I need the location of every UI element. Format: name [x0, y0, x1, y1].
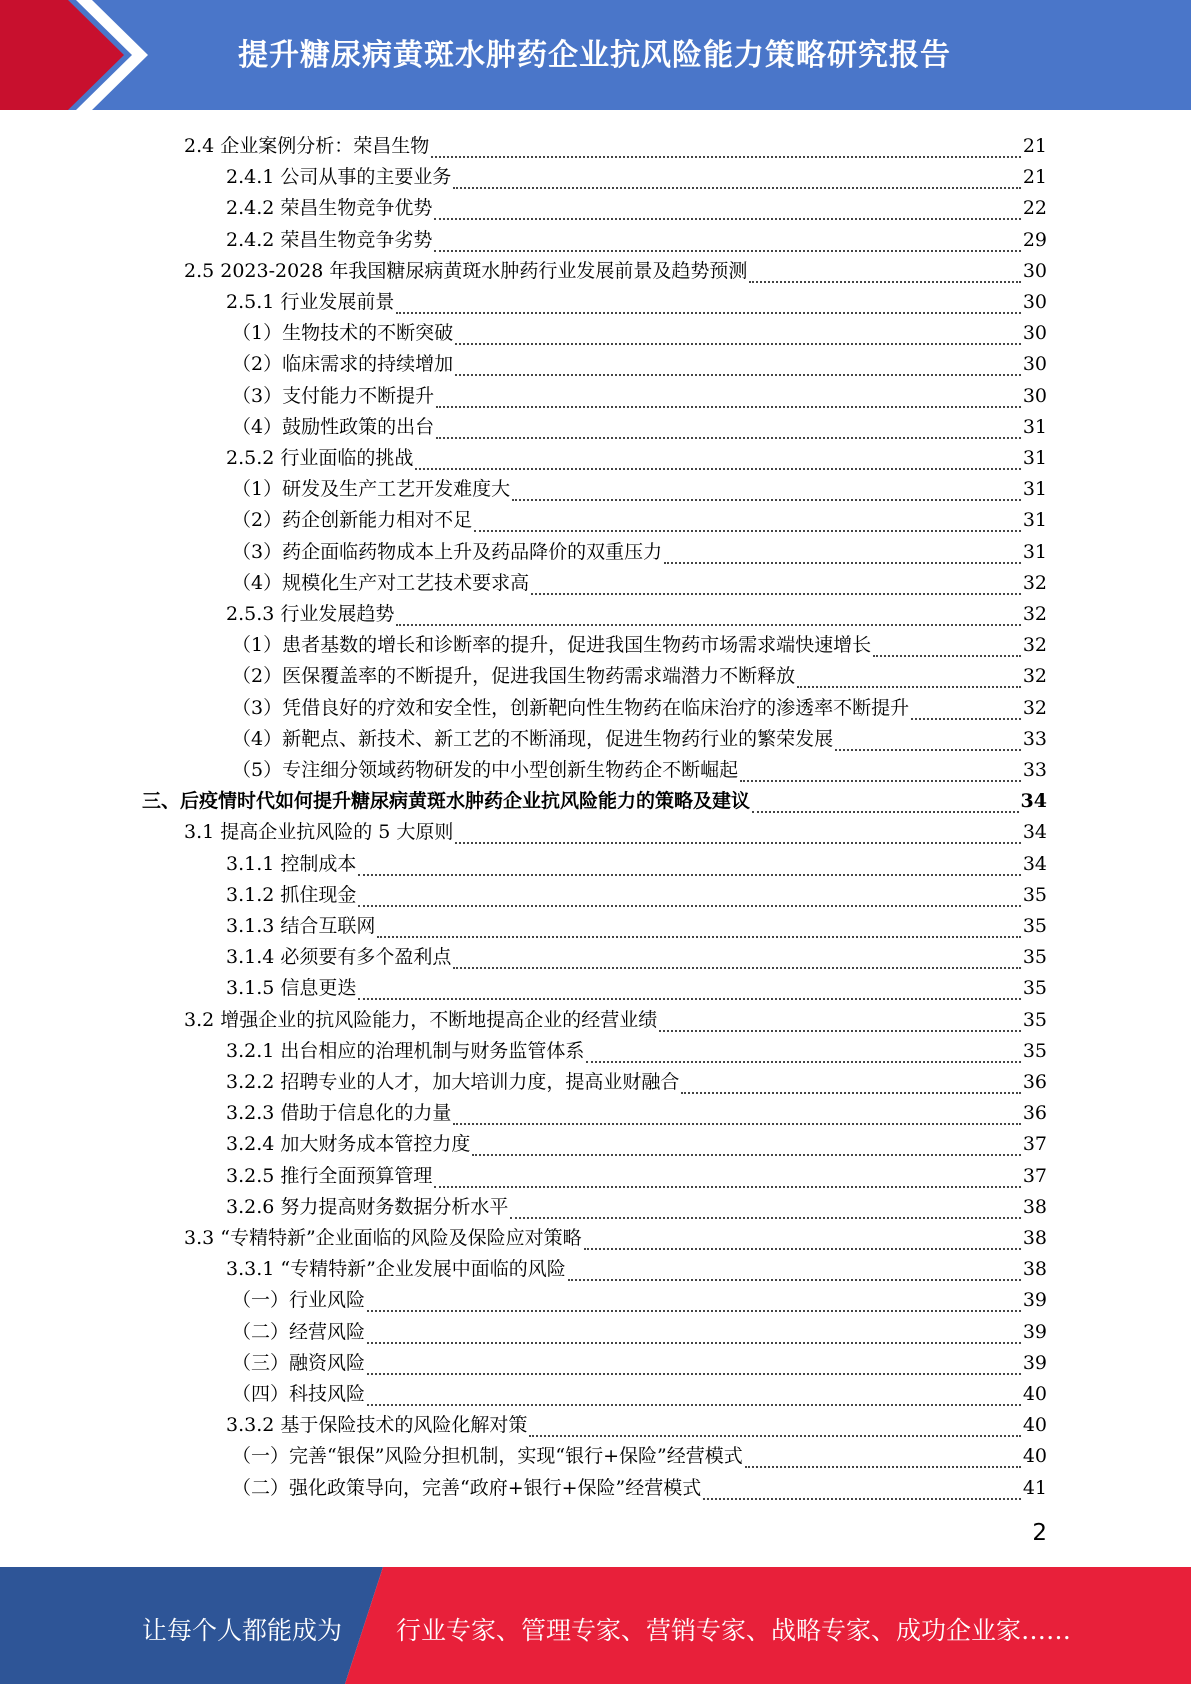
toc-entry-page: 34 [1022, 821, 1047, 843]
toc-entry[interactable] [226, 439, 1047, 470]
toc-dot-leader [436, 388, 1021, 408]
toc-entry[interactable] [226, 1157, 1047, 1188]
toc-dot-leader [455, 325, 1021, 345]
toc-dot-leader [434, 232, 1020, 252]
toc-entry-page: 40 [1022, 1445, 1047, 1467]
toc-entry-label: 3.2.2 招聘专业的人才，加大培训力度，提高业财融合 [226, 1071, 680, 1093]
toc-entry-label: 3.2.5 推行全面预算管理 [226, 1165, 433, 1187]
toc-dot-leader [664, 544, 1021, 564]
toc-entry-label: （3）凭借良好的疗效和安全性，创新靶向性生物药在临床治疗的渗透率不断提升 [232, 697, 910, 719]
toc-entry-page: 41 [1022, 1477, 1047, 1499]
toc-dot-leader [659, 1012, 1021, 1032]
toc-entry-label: （3）支付能力不断提升 [232, 385, 435, 407]
toc-entry[interactable] [184, 813, 1047, 844]
toc-entry-page: 30 [1022, 322, 1047, 344]
toc-entry-label: （2）药企创新能力相对不足 [232, 509, 473, 531]
toc-entry-page: 35 [1022, 915, 1047, 937]
toc-entry-label: 3.2.6 努力提高财务数据分析水平 [226, 1196, 509, 1218]
toc-entry-page: 31 [1022, 541, 1047, 563]
toc-entry-page: 37 [1022, 1165, 1047, 1187]
toc-entry[interactable] [232, 408, 1047, 439]
toc-dot-leader [377, 918, 1020, 938]
toc-entry[interactable] [226, 969, 1047, 1000]
toc-dot-leader [472, 1136, 1020, 1156]
toc-dot-leader [415, 450, 1020, 470]
toc-entry[interactable] [226, 221, 1047, 252]
toc-entry-page: 32 [1022, 697, 1047, 719]
toc-entry-page: 38 [1022, 1196, 1047, 1218]
toc-entry[interactable] [232, 564, 1047, 595]
toc-entry[interactable] [226, 1188, 1047, 1219]
toc-entry-label: 3.1 提高企业抗风险的 5 大原则 [184, 821, 454, 843]
toc-entry-label: 2.4.1 公司从事的主要业务 [226, 166, 452, 188]
toc-entry-page: 36 [1022, 1071, 1047, 1093]
toc-entry-label: （1）患者基数的增长和诊断率的提升，促进我国生物药市场需求端快速增长 [232, 634, 872, 656]
toc-dot-leader [529, 1417, 1020, 1437]
toc-entry-label: （4）规模化生产对工艺技术要求高 [232, 572, 530, 594]
toc-entry-page: 30 [1022, 353, 1047, 375]
toc-entry-page: 34 [1022, 853, 1047, 875]
toc-dot-leader [455, 824, 1020, 844]
toc-entry[interactable] [226, 1250, 1047, 1281]
toc-entry[interactable] [184, 252, 1047, 283]
toc-entry[interactable] [226, 876, 1047, 907]
toc-entry-page: 37 [1022, 1133, 1047, 1155]
toc-entry-label: （2）临床需求的持续增加 [232, 353, 454, 375]
toc-dot-leader [367, 1324, 1021, 1344]
toc-entry-label: 3.1.4 必须要有多个盈利点 [226, 946, 452, 968]
toc-entry-page: 30 [1022, 385, 1047, 407]
toc-entry[interactable] [232, 720, 1047, 751]
toc-entry[interactable] [232, 377, 1047, 408]
toc-dot-leader [434, 200, 1020, 220]
toc-dot-leader [752, 793, 1019, 813]
toc-dot-leader [455, 356, 1021, 376]
toc-entry[interactable] [232, 1313, 1047, 1344]
toc-entry-label: 2.4 企业案例分析：荣昌生物 [184, 135, 430, 157]
footer-slogan-left: 让每个人都能成为 [142, 1616, 343, 1645]
toc-entry[interactable] [226, 189, 1047, 220]
toc-entry-label: （二）经营风险 [232, 1321, 366, 1343]
toc-entry-page: 31 [1022, 478, 1047, 500]
footer-slogan-right: 行业专家、管理专家、营销专家、战略专家、成功企业家…… [396, 1616, 1072, 1645]
toc-dot-leader [568, 1261, 1021, 1281]
toc-entry[interactable] [226, 938, 1047, 969]
toc-entry-label: （3）药企面临药物成本上升及药品降价的双重压力 [232, 541, 663, 563]
toc-entry-page: 39 [1022, 1321, 1047, 1343]
toc-entry[interactable] [232, 657, 1047, 688]
toc-dot-leader [431, 138, 1021, 158]
toc-entry[interactable] [142, 782, 1047, 813]
toc-entry-label: 3.2.4 加大财务成本管控力度 [226, 1133, 471, 1155]
toc-dot-leader [396, 606, 1020, 626]
toc-dot-leader [835, 731, 1021, 751]
toc-entry-page: 33 [1022, 759, 1047, 781]
toc-dot-leader [681, 1074, 1020, 1094]
toc-entry-label: （1）研发及生产工艺开发难度大 [232, 478, 511, 500]
toc-entry-label: 2.4.2 荣昌生物竞争优势 [226, 197, 433, 219]
toc-dot-leader [531, 575, 1021, 595]
toc-entry-label: 3.1.3 结合互联网 [226, 915, 376, 937]
toc-entry-page: 39 [1022, 1289, 1047, 1311]
toc-entry-page: 33 [1022, 728, 1047, 750]
toc-entry-page: 31 [1022, 416, 1047, 438]
toc-entry[interactable] [232, 501, 1047, 532]
toc-entry-label: （四）科技风险 [232, 1383, 366, 1405]
toc-entry-page: 38 [1022, 1227, 1047, 1249]
toc-entry-page: 21 [1022, 166, 1047, 188]
toc-dot-leader [396, 294, 1020, 314]
toc-entry-page: 35 [1022, 977, 1047, 999]
toc-entry[interactable] [226, 158, 1047, 189]
toc-entry-page: 34 [1020, 790, 1047, 812]
toc-entry-page: 39 [1022, 1352, 1047, 1374]
toc-entry[interactable] [226, 1063, 1047, 1094]
toc-dot-leader [740, 762, 1021, 782]
toc-entry[interactable] [232, 751, 1047, 782]
toc-entry-page: 32 [1022, 572, 1047, 594]
toc-dot-leader [367, 1386, 1021, 1406]
toc-entry-page: 40 [1022, 1383, 1047, 1405]
toc-dot-leader [367, 1292, 1021, 1312]
toc-dot-leader [358, 856, 1020, 876]
toc-entry-label: 3.1.2 抓住现金 [226, 884, 357, 906]
toc-entry-label: 3.2.3 借助于信息化的力量 [226, 1102, 452, 1124]
toc-entry-page: 32 [1022, 665, 1047, 687]
toc-entry-page: 35 [1022, 946, 1047, 968]
toc-entry-page: 35 [1022, 1009, 1047, 1031]
toc-entry-page: 36 [1022, 1102, 1047, 1124]
toc-entry-label: 3.1.5 信息更迭 [226, 977, 357, 999]
toc-entry[interactable] [226, 1125, 1047, 1156]
toc-dot-leader [703, 1480, 1021, 1500]
toc-dot-leader [510, 1199, 1020, 1219]
toc-entry[interactable] [232, 470, 1047, 501]
toc-entry[interactable] [184, 1001, 1047, 1032]
toc-entry-label: 3.3 “专精特新”企业面临的风险及保险应对策略 [184, 1227, 582, 1249]
toc-entry-page: 32 [1022, 634, 1047, 656]
toc-entry-label: 3.1.1 控制成本 [226, 853, 357, 875]
toc-entry[interactable] [232, 1281, 1047, 1312]
toc-entry-page: 32 [1022, 603, 1047, 625]
toc-dot-leader [745, 1448, 1021, 1468]
toc-entry-label: （二）强化政策导向，完善“政府+银行+保险”经营模式 [232, 1477, 702, 1499]
toc-entry-label: （4）新靶点、新技术、新工艺的不断涌现，促进生物药行业的繁荣发展 [232, 728, 834, 750]
toc-entry-label: （5）专注细分领域药物研发的中小型创新生物药企不断崛起 [232, 759, 739, 781]
toc-entry-page: 31 [1022, 509, 1047, 531]
toc-dot-leader [434, 1168, 1020, 1188]
toc-entry-page: 38 [1022, 1258, 1047, 1280]
toc-entry[interactable] [232, 314, 1047, 345]
toc-entry-label: （4）鼓励性政策的出台 [232, 416, 435, 438]
report-title: 提升糖尿病黄斑水肿药企业抗风险能力策略研究报告 [238, 38, 951, 73]
toc-dot-leader [586, 1043, 1020, 1063]
toc-dot-leader [367, 1355, 1021, 1375]
toc-dot-leader [873, 637, 1021, 657]
toc-entry-label: （一）行业风险 [232, 1289, 366, 1311]
toc-entry[interactable] [226, 1094, 1047, 1125]
toc-entry-page: 40 [1022, 1414, 1047, 1436]
toc-dot-leader [453, 169, 1020, 189]
toc-dot-leader [474, 512, 1021, 532]
toc-dot-leader [453, 949, 1020, 969]
toc-entry-label: 三、后疫情时代如何提升糖尿病黄斑水肿药企业抗风险能力的策略及建议 [142, 790, 751, 812]
toc-entry-page: 35 [1022, 884, 1047, 906]
toc-entry[interactable] [232, 626, 1047, 657]
toc-entry-label: 2.4.2 荣昌生物竞争劣势 [226, 229, 433, 251]
toc-entry[interactable] [226, 1032, 1047, 1063]
toc-entry-label: 2.5.1 行业发展前景 [226, 291, 395, 313]
toc-entry-label: 2.5.2 行业面临的挑战 [226, 447, 414, 469]
toc-dot-leader [436, 419, 1021, 439]
toc-dot-leader [358, 980, 1020, 1000]
toc-dot-leader [453, 1105, 1020, 1125]
toc-entry-page: 35 [1022, 1040, 1047, 1062]
toc-entry-label: 3.2.1 出台相应的治理机制与财务监管体系 [226, 1040, 585, 1062]
toc-entry-page: 30 [1022, 291, 1047, 313]
toc-entry[interactable] [226, 1406, 1047, 1437]
toc-entry-label: （一）完善“银保”风险分担机制，实现“银行+保险”经营模式 [232, 1445, 743, 1467]
toc-entry[interactable] [232, 345, 1047, 376]
toc-entry-page: 30 [1022, 260, 1047, 282]
toc-entry[interactable] [232, 1469, 1047, 1500]
toc-entry[interactable] [184, 127, 1047, 158]
toc-entry-page: 22 [1022, 197, 1047, 219]
toc-entry-label: 3.3.2 基于保险技术的风险化解对策 [226, 1414, 528, 1436]
toc-entry[interactable] [226, 283, 1047, 314]
toc-entry-page: 29 [1022, 229, 1047, 251]
toc-entry-label: （2）医保覆盖率的不断提升，促进我国生物药需求端潜力不断释放 [232, 665, 796, 687]
toc-entry-label: （三）融资风险 [232, 1352, 366, 1374]
toc-entry[interactable] [226, 595, 1047, 626]
toc-entry-label: 3.3.1 “专精特新”企业发展中面临的风险 [226, 1258, 566, 1280]
page-header [0, 0, 1191, 110]
toc-entry[interactable] [226, 845, 1047, 876]
toc-entry-label: 2.5.3 行业发展趋势 [226, 603, 395, 625]
toc-dot-leader [512, 481, 1021, 501]
toc-dot-leader [911, 700, 1021, 720]
toc-entry-label: 3.2 增强企业的抗风险能力，不断地提高企业的经营业绩 [184, 1009, 658, 1031]
toc-entry-label: 2.5 2023-2028 年我国糖尿病黄斑水肿药行业发展前景及趋势预测 [184, 260, 748, 282]
toc-entry[interactable] [226, 907, 1047, 938]
toc-entry[interactable] [232, 1375, 1047, 1406]
toc-entry-page: 31 [1022, 447, 1047, 469]
toc-dot-leader [749, 263, 1020, 283]
toc-dot-leader [797, 668, 1021, 688]
toc-dot-leader [358, 887, 1020, 907]
toc-entry[interactable] [184, 1219, 1047, 1250]
toc-entry[interactable] [232, 533, 1047, 564]
toc-entry[interactable] [232, 689, 1047, 720]
toc-dot-leader [584, 1230, 1021, 1250]
toc-entry-label: （1）生物技术的不断突破 [232, 322, 454, 344]
page-footer [0, 1567, 1191, 1684]
toc-entry[interactable] [232, 1344, 1047, 1375]
toc-entry[interactable] [232, 1437, 1047, 1468]
toc-entry-page: 21 [1022, 135, 1047, 157]
page-number: 2 [1032, 1520, 1047, 1546]
